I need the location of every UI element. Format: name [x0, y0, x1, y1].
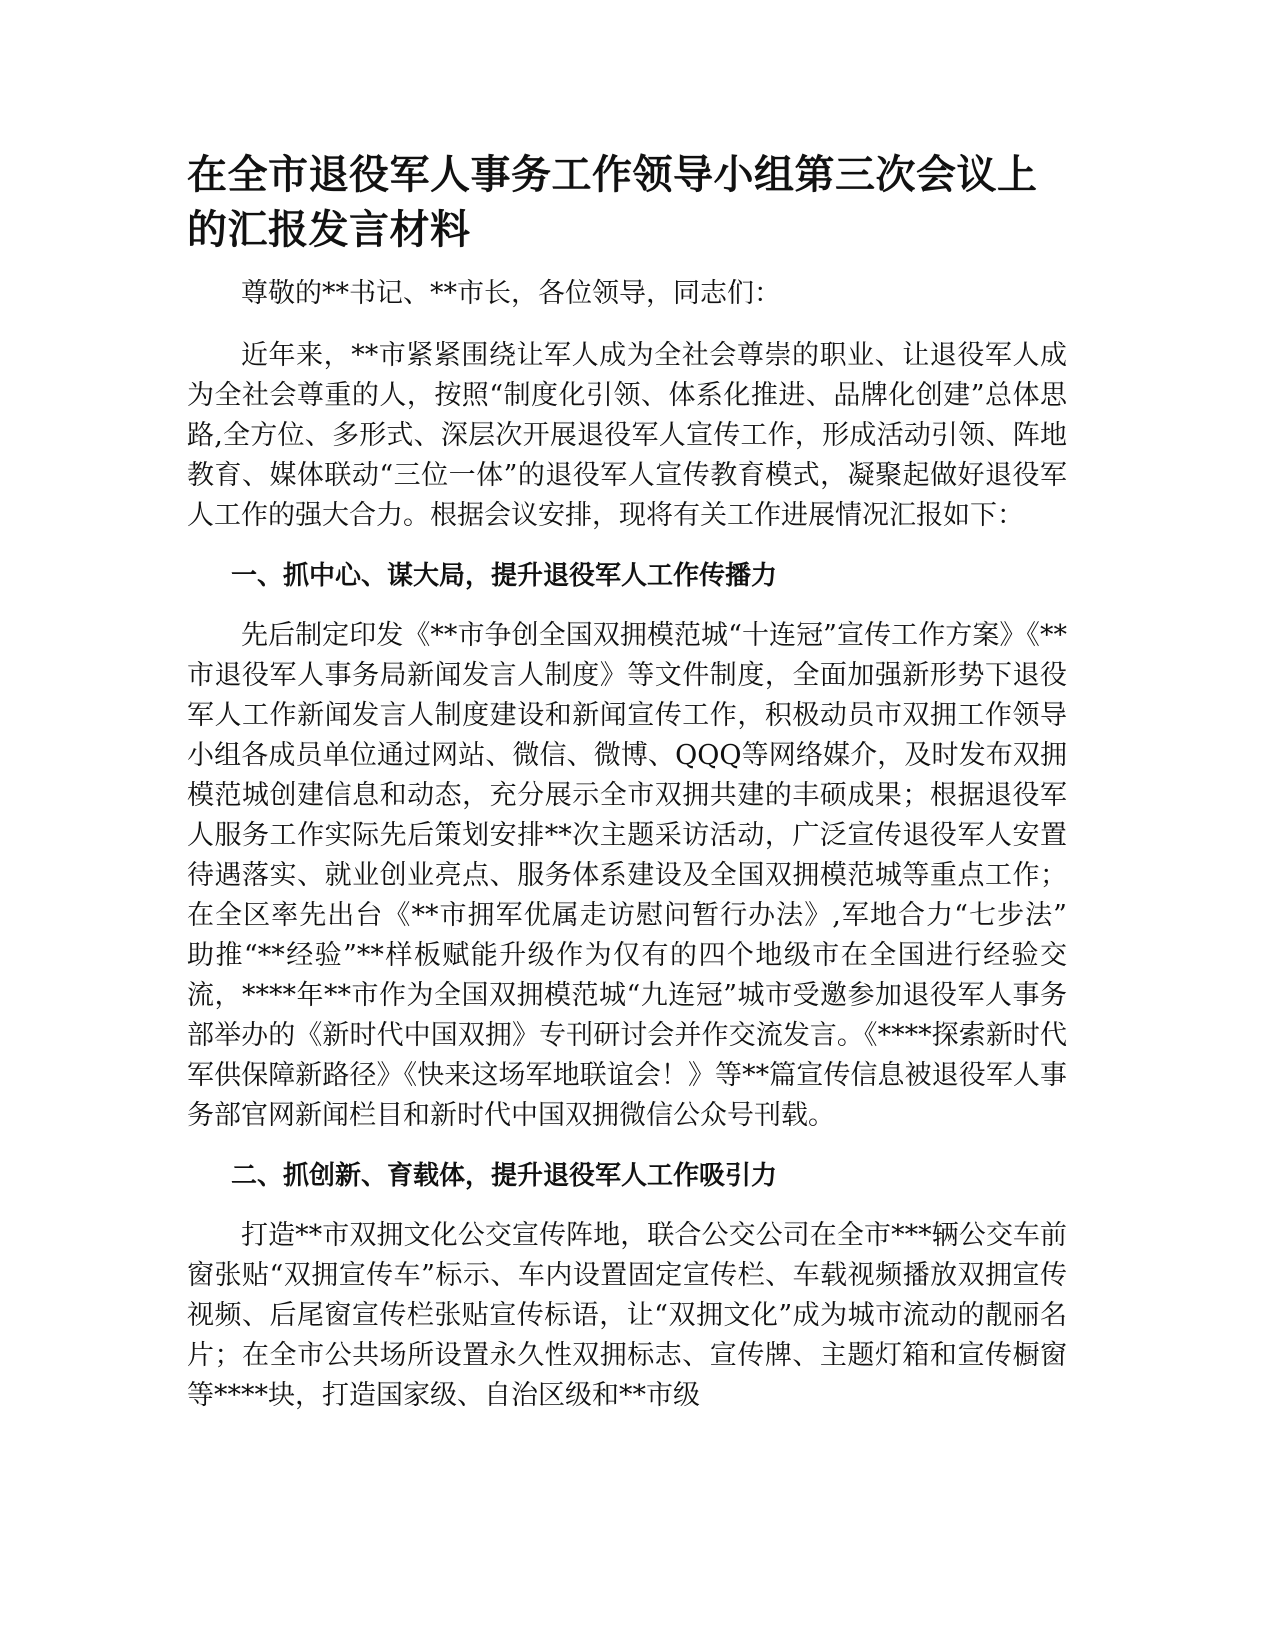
section-1-heading: 一、抓中心、谋大局，提升退役军人工作传播力 — [231, 561, 778, 591]
section-1-paragraph: 先后制定印发《**市争创全国双拥模范城“十连冠”宣传工作方案》《**市退役军人事务局新闻发言人制度》等文件制度，全面加强新形势下退役军人工作新闻发言人制度建设和新闻宣传工作，积极动员市双拥工作领导小组各成员单位通过网站、微信、微博、QQQ等网络媒介，及时发布双拥模范城创建信息和动态，充分展示全市双拥共建的丰硕成果；根据退役军人服务工作实际先后策划安排**次主题采访活动，广泛宣传退役军人安置待遇落实、就业创业亮点、服务体系建设及全国双拥模范城等重点工作；在全区率先出台《**市拥军优属走访慰问暂行办法》,军地合力“七步法” 助推“**经验”**样板赋能升级作为仅有的四个地级市在全国进行经验交流，****年**市作为全国双拥模范城“九连冠”城市受邀参加退役军人事务部举办的《新时代中国双拥》专刊研讨会并作交流发言。《****探索新时代军供保障新路径》《快来这场军地联谊会！》等**篇宣传信息被退役军人事务部官网新闻栏目和新时代中国双拥微信公众号刊载。 — [187, 620, 1067, 1131]
section-2-heading: 二、抓创新、育载体，提升退役军人工作吸引力 — [231, 1161, 778, 1191]
document-body — [187, 148, 1067, 1436]
document-title: 在全市退役军人事务工作领导小组第三次会议上的汇报发言材料 — [187, 152, 1038, 253]
intro-paragraph: 近年来，**市紧紧围绕让军人成为全社会尊崇的职业、让退役军人成为全社会尊重的人，按照“制度化引领、体系化推进、品牌化创建”总体思路,全方位、多形式、深层次开展退役军人宣传工作，形成活动引领、阵地教育、媒体联动“三位一体”的退役军人宣传教育模式，凝聚起做好退役军人工作的强大合力。根据会议安排，现将有关工作进展情况汇报如下： — [187, 340, 1067, 531]
section-2-paragraph: 打造**市双拥文化公交宣传阵地，联合公交公司在全市***辆公交车前窗张贴“双拥宣传车”标示、车内设置固定宣传栏、车载视频播放双拥宣传视频、后尾窗宣传栏张贴宣传标语，让“双拥文化”成为城市流动的靓丽名片；在全市公共场所设置永久性双拥标志、宣传牌、主题灯箱和宣传橱窗等****块，打造国家级、自治区级和**市级 — [187, 1220, 1067, 1411]
salutation: 尊敬的**书记、**市长，各位领导，同志们： — [241, 278, 781, 309]
